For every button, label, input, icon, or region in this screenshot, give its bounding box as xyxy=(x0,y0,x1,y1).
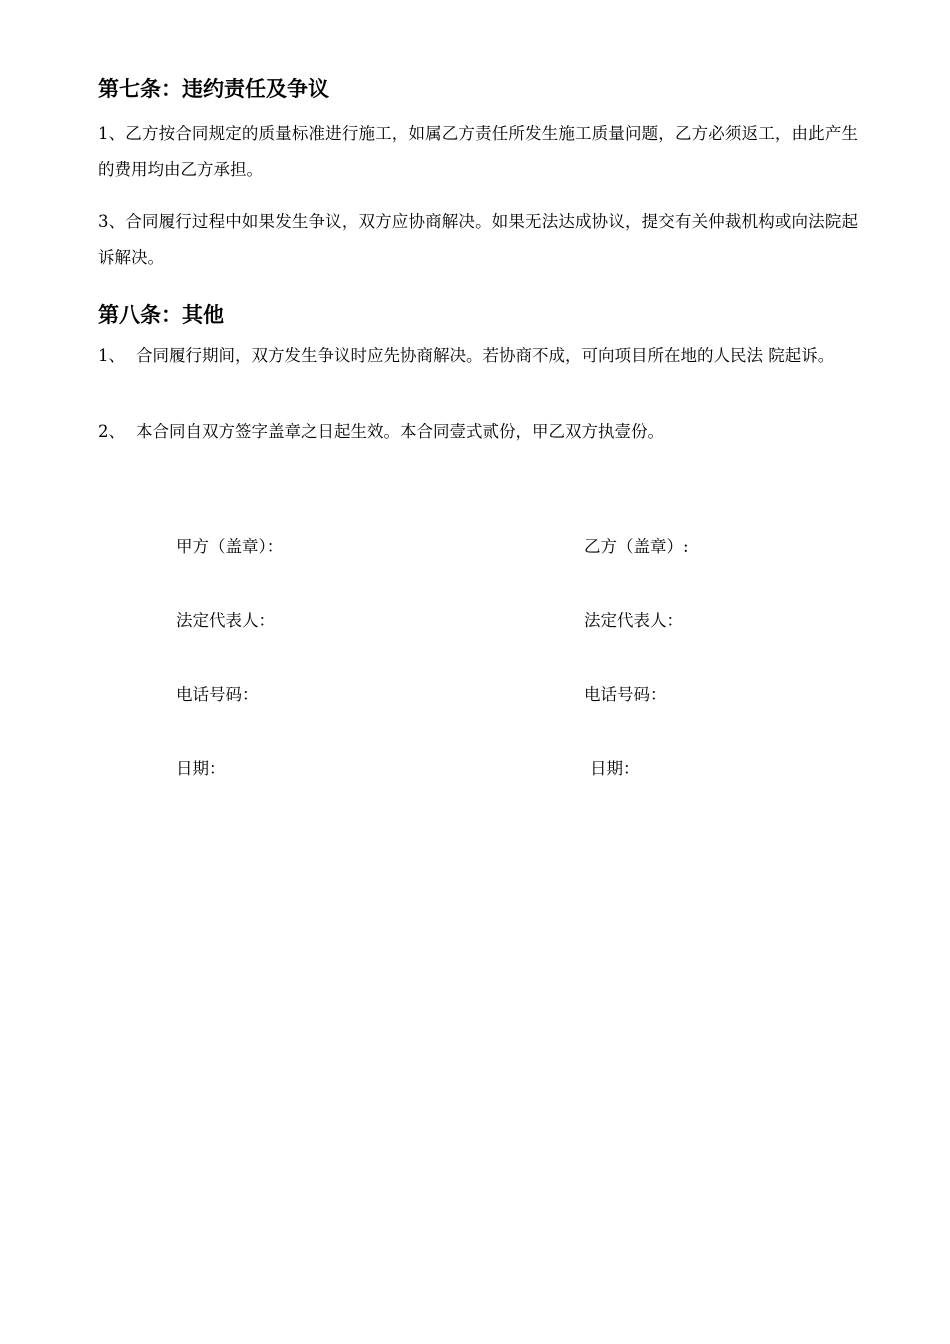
section-7-clause-1: 1、乙方按合同规定的质量标准进行施工，如属乙方责任所发生施工质量问题，乙方必须返工，由此产生的费用均由乙方承担。 xyxy=(98,124,858,179)
party-a-representative-label: 法定代表人： xyxy=(176,611,275,630)
item-text: 合同履行期间，双方发生争议时应先协商解决。若协商不成，可向项目所在地的人民法 院起诉。 xyxy=(136,346,835,365)
section-8-item-1 xyxy=(98,340,858,372)
party-a-seal-label: 甲方（盖章）： xyxy=(176,537,284,556)
party-b-phone-label: 电话号码： xyxy=(584,685,667,704)
section-7-clause-3: 3、合同履行过程中如果发生争议，双方应协商解决。如果无法达成协议，提交有关仲裁机构或向法院起诉解决。 xyxy=(98,212,858,267)
party-a-date-label: 日期： xyxy=(176,759,226,778)
section-8-item-2 xyxy=(98,416,858,448)
section-8-heading: 第八条：其他 xyxy=(98,303,224,327)
party-a-phone-label: 电话号码： xyxy=(176,685,259,704)
party-b-seal-label: 乙方（盖章）: xyxy=(584,537,689,556)
party-b-date-label: 日期： xyxy=(590,759,640,778)
item-number: 2、 xyxy=(98,422,125,441)
party-b-representative-label: 法定代表人： xyxy=(584,611,683,630)
section-7-heading: 第七条：违约责任及争议 xyxy=(98,77,329,101)
item-text: 本合同自双方签字盖章之日起生效。本合同壹式贰份，甲乙双方执壹份。 xyxy=(136,422,664,441)
item-number: 1、 xyxy=(98,346,125,365)
